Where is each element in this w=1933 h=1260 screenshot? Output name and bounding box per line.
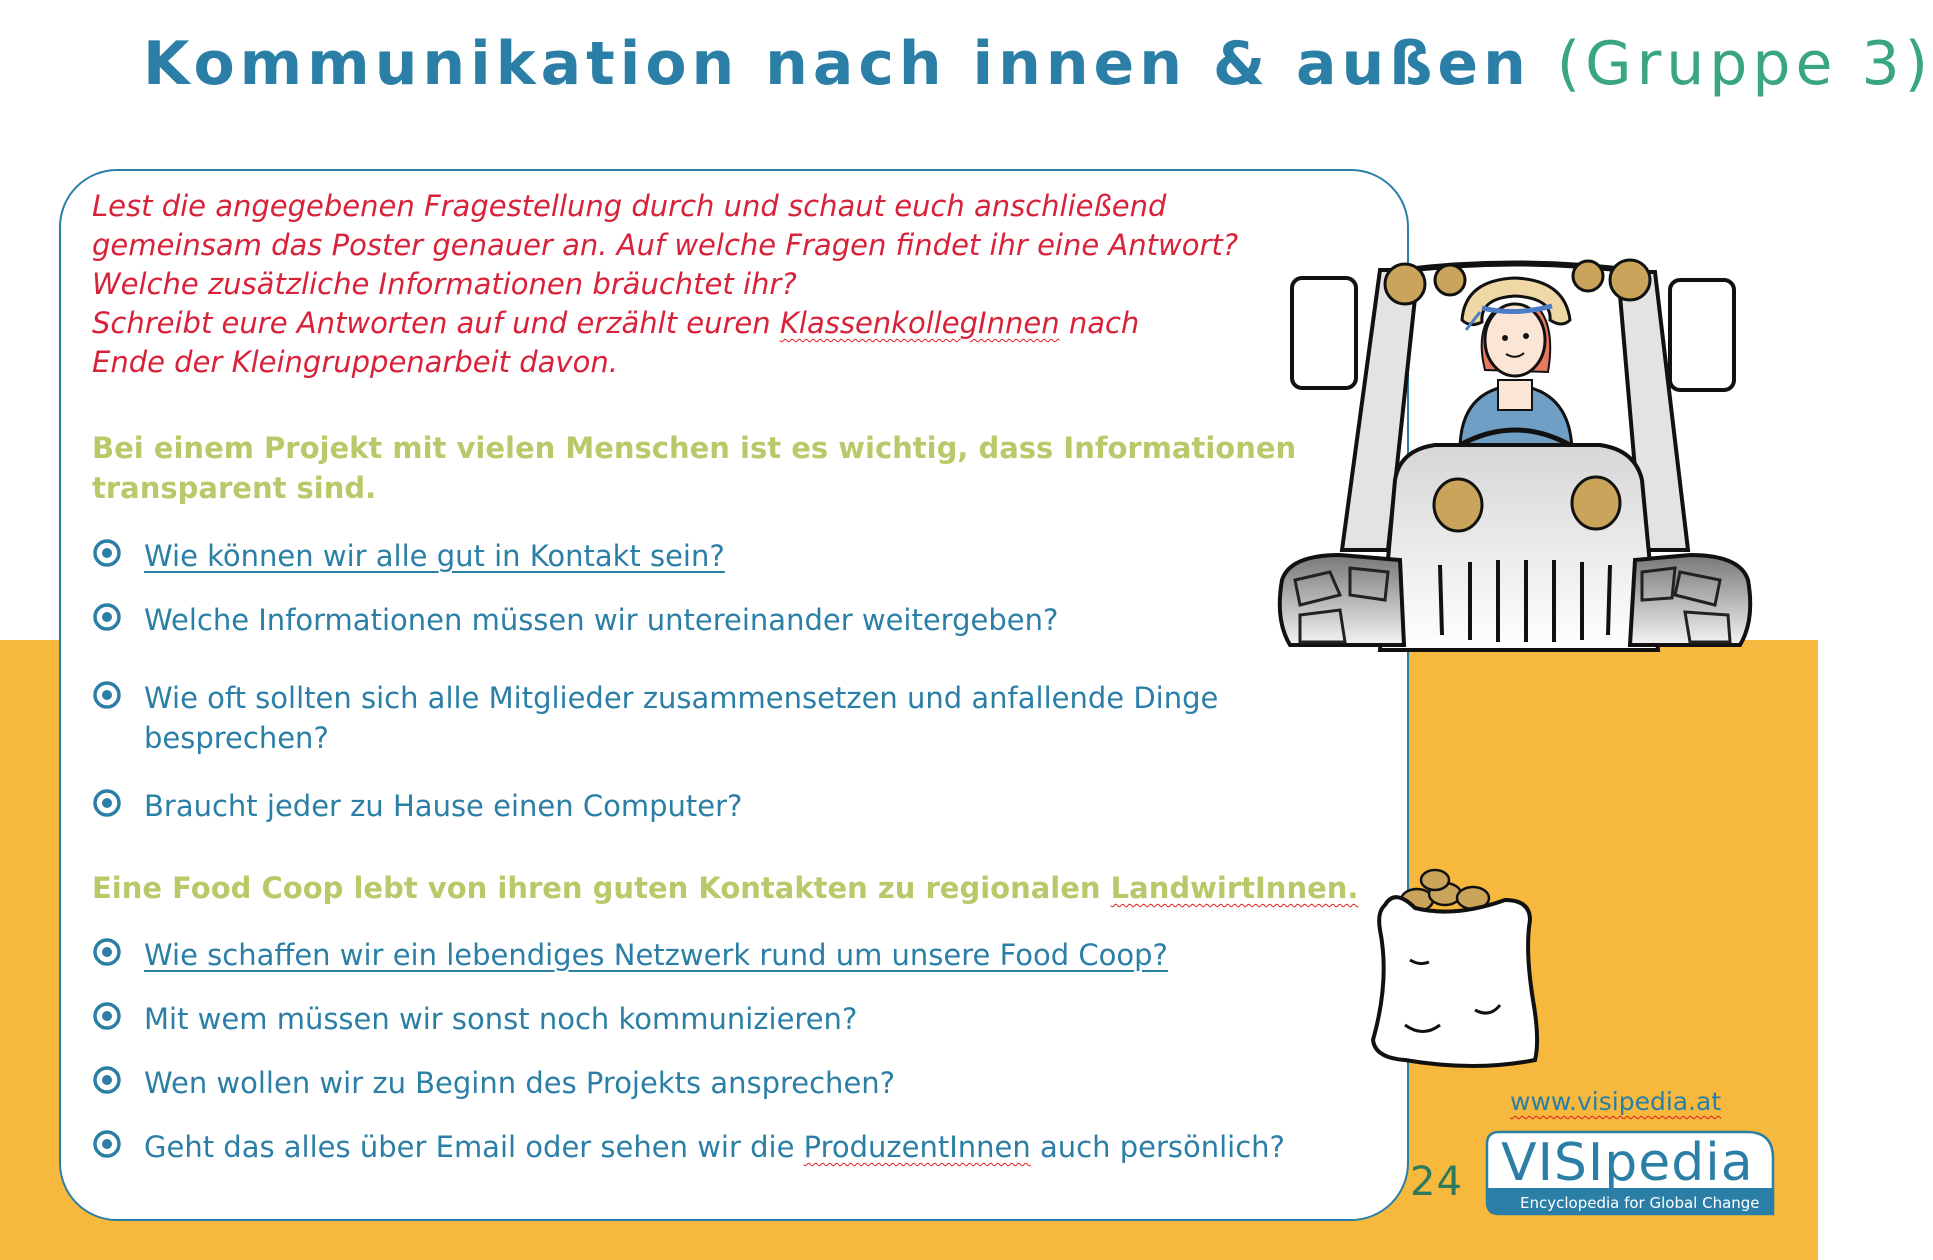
- instructions-line-5: Ende der Kleingruppenarbeit davon.: [92, 345, 618, 379]
- question-item: [92, 935, 1392, 975]
- right-mirror: [1670, 280, 1734, 390]
- question-text: Wen wollen wir zu Beginn des Projekts ansprechen?: [144, 1066, 896, 1100]
- instructions-line-4: Schreibt eure Antworten auf und erzählt euren KlassenkollegInnen nach: [92, 306, 1140, 340]
- question-text: Mit wem müssen wir sonst noch kommunizieren?: [144, 1002, 858, 1036]
- target-bullet-icon: [92, 1001, 122, 1031]
- left-headlight: [1434, 479, 1482, 531]
- page-number: 24: [1410, 1159, 1463, 1205]
- page-title: [143, 22, 1933, 106]
- target-bullet-icon: [92, 788, 122, 818]
- title-main: Kommunikation nach innen & außen: [143, 29, 1531, 99]
- question-text: Welche Informationen müssen wir untereinander weitergeben?: [144, 603, 1059, 637]
- question-text-continued: besprechen?: [144, 721, 329, 755]
- tractor-body: [1380, 445, 1658, 650]
- farmer-figure: [1460, 278, 1572, 450]
- target-bullet-icon: [92, 680, 122, 710]
- question-link[interactable]: Wie schaffen wir ein lebendiges Netzwerk rund um unsere Food Coop?: [144, 938, 1168, 972]
- target-bullet-icon: [92, 602, 122, 632]
- question-item: [92, 1063, 1392, 1103]
- spellcheck-word: KlassenkollegInnen: [779, 306, 1060, 340]
- target-bullet-icon: [92, 538, 122, 568]
- spellcheck-word: LandwirtInnen.: [1110, 871, 1359, 905]
- question-item: [92, 1127, 1392, 1167]
- instructions-line-1: Lest die angegebenen Fragestellung durch und schaut euch anschließend: [92, 189, 1167, 223]
- question-text: Geht das alles über Email oder sehen wir die ProduzentInnen auch persönlich?: [144, 1130, 1285, 1164]
- spellcheck-word: ProduzentInnen: [803, 1130, 1031, 1164]
- target-bullet-icon: [92, 1129, 122, 1159]
- question-item: [92, 786, 1392, 826]
- question-item: [92, 678, 1392, 758]
- visipedia-logo: [1485, 1130, 1775, 1216]
- question-item: [92, 536, 1392, 576]
- logo-tagline: Encyclopedia for Global Change: [1520, 1194, 1760, 1212]
- question-item: [92, 999, 1392, 1039]
- title-group: (Gruppe 3): [1556, 29, 1933, 99]
- instructions-line-2: gemeinsam das Poster genauer an. Auf welche Fragen findet ihr eine Antwort?: [92, 228, 1239, 262]
- question-text: Braucht jeder zu Hause einen Computer?: [144, 789, 743, 823]
- section-2-heading: Eine Food Coop lebt von ihren guten Kontakten zu regionalen LandwirtInnen.: [92, 871, 1359, 905]
- instructions-line-3: Welche zusätzliche Informationen bräuchtet ihr?: [92, 267, 797, 301]
- question-text: Wie oft sollten sich alle Mitglieder zusammensetzen und anfallende Dinge: [144, 681, 1219, 715]
- section-1-heading: Bei einem Projekt mit vielen Menschen ist es wichtig, dass Informationen transparent sind.: [92, 431, 1297, 505]
- instructions-text: [92, 187, 1392, 382]
- potato-sack-illustration: [1365, 860, 1550, 1070]
- right-headlight: [1572, 477, 1620, 529]
- question-link[interactable]: Wie können wir alle gut in Kontakt sein?: [144, 539, 725, 573]
- logo-wordmark: VISIpedia: [1501, 1133, 1754, 1193]
- target-bullet-icon: [92, 937, 122, 967]
- question-item: [92, 600, 1392, 640]
- website-url[interactable]: www.visipedia.at: [1510, 1087, 1722, 1116]
- target-bullet-icon: [92, 1065, 122, 1095]
